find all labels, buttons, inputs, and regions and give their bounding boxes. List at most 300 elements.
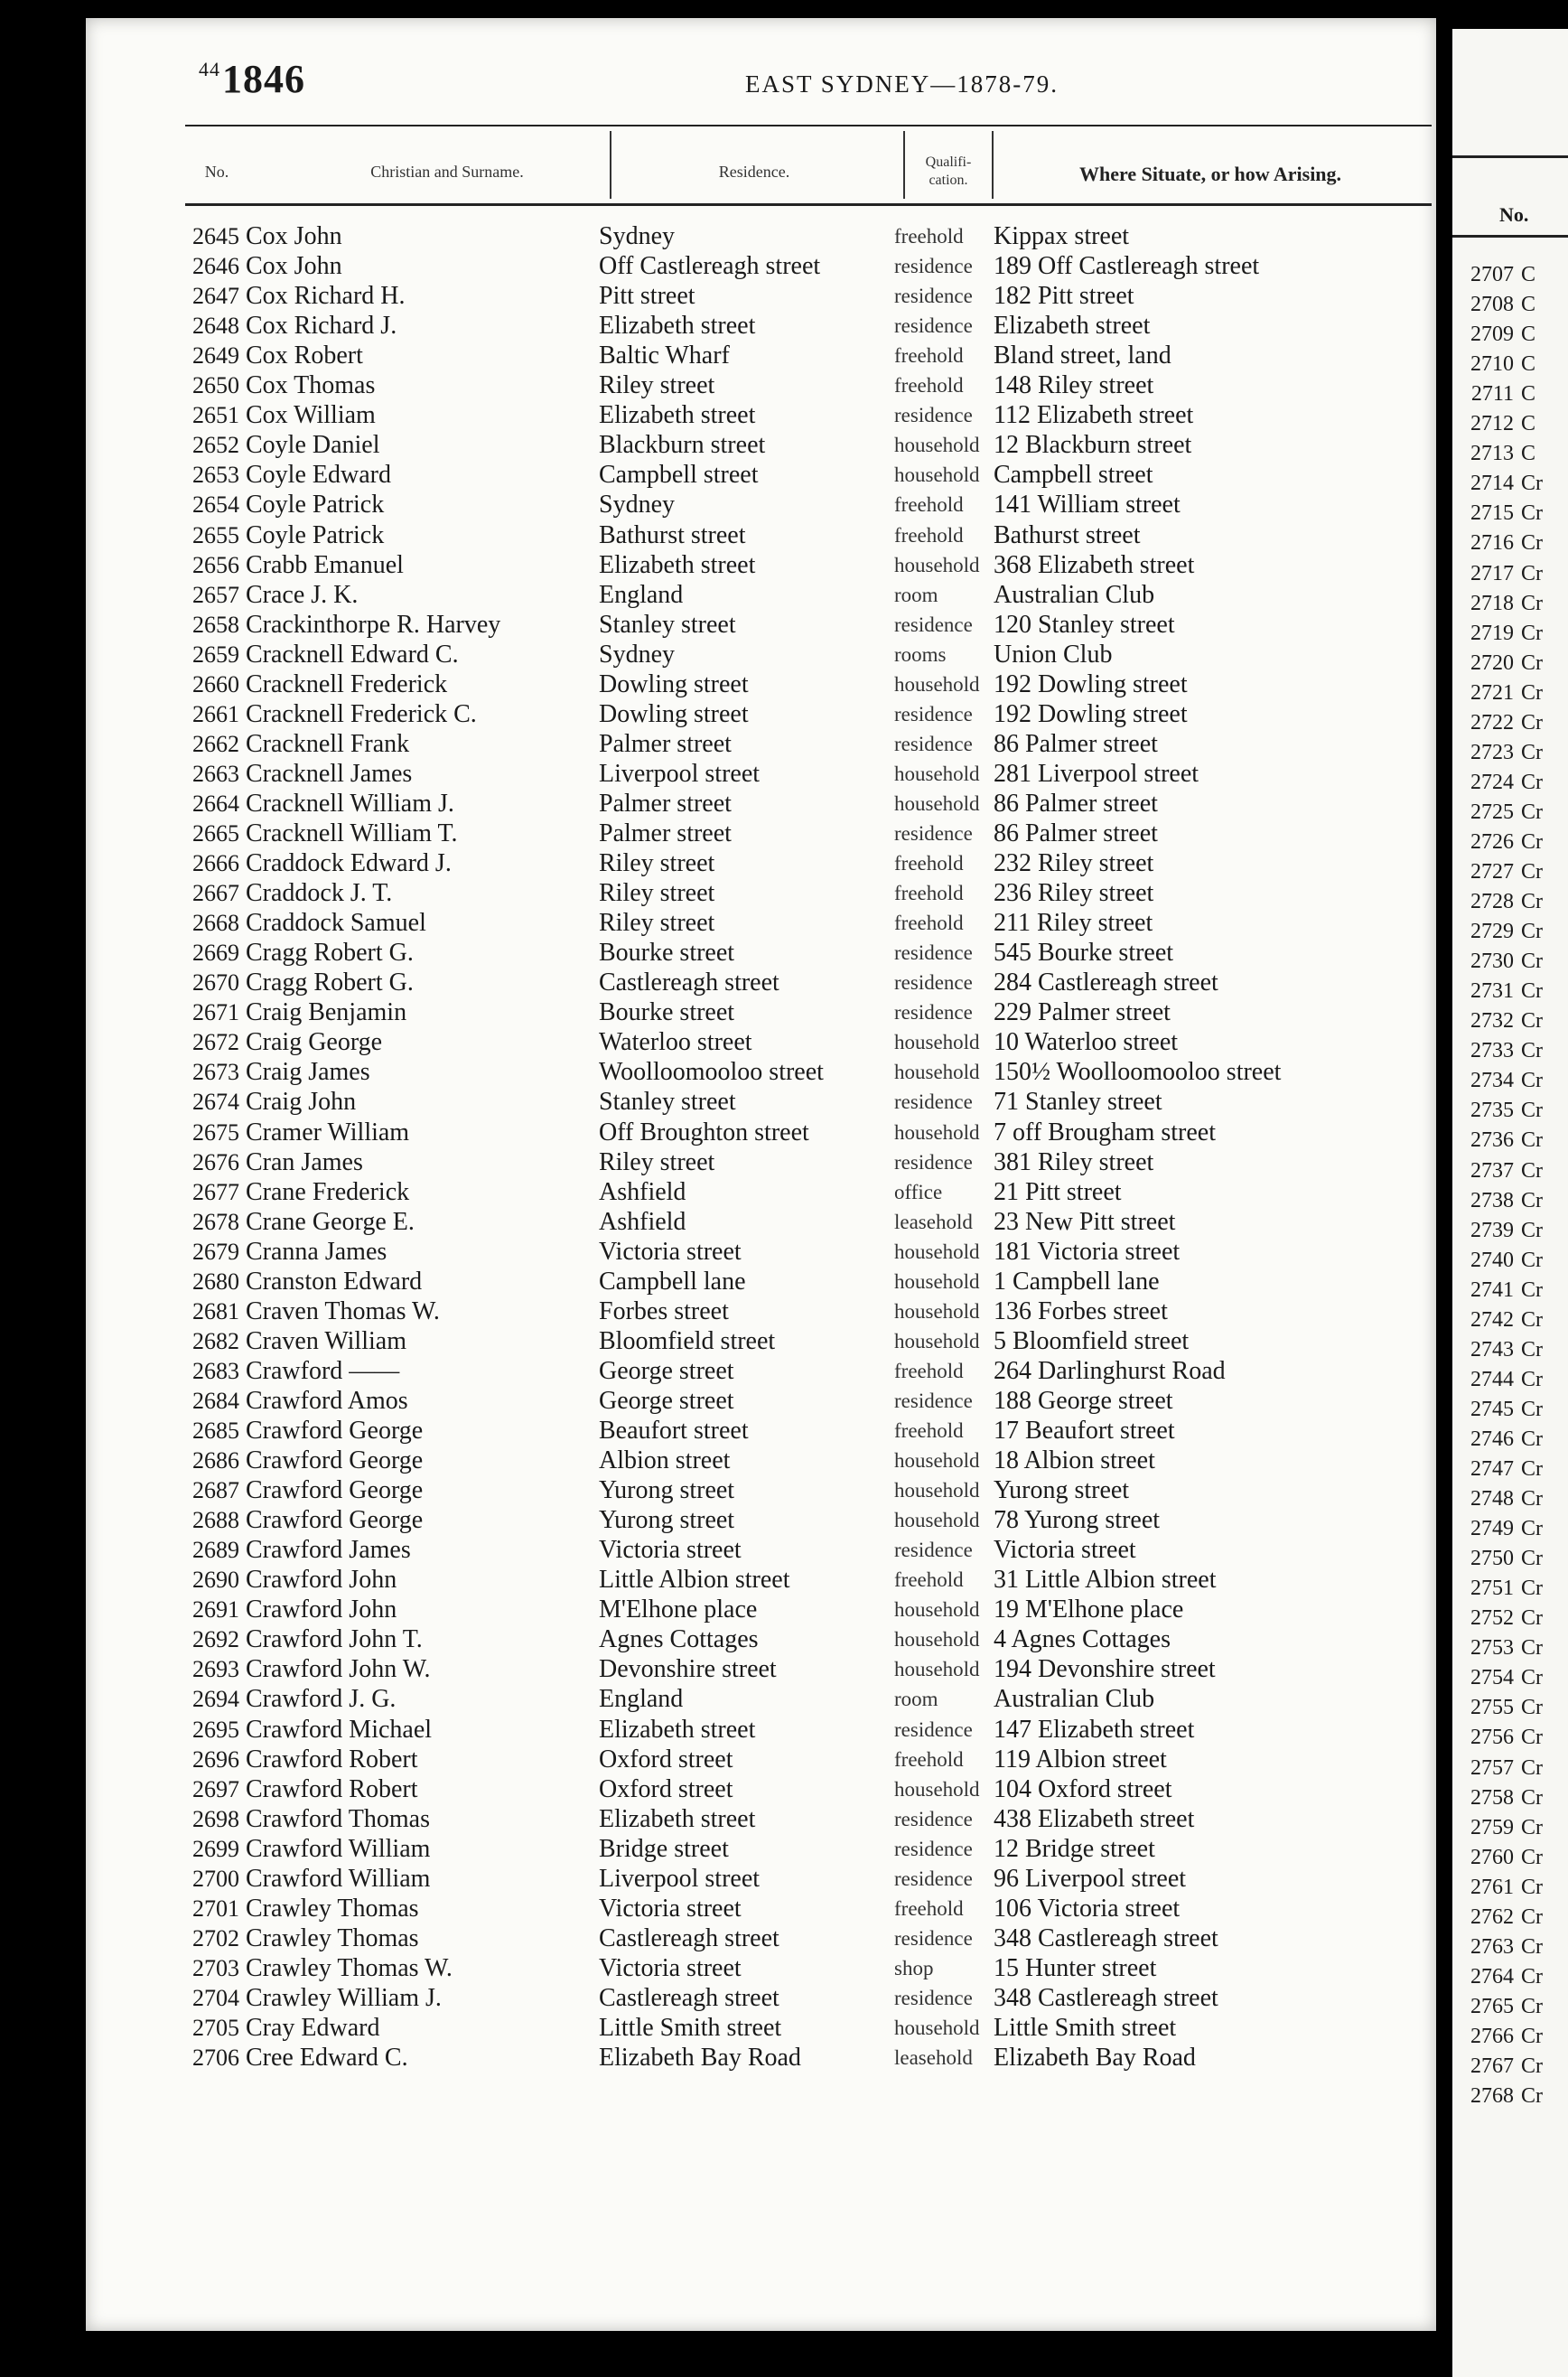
entry-residence: Elizabeth street [599,312,756,341]
next-page-entry-name-fragment: Cr [1521,1785,1543,1810]
entry-qualification: residence [894,822,973,845]
next-page-entry-number: 2709 [1470,323,1514,347]
entry-qualification: household [894,463,980,487]
table-row [86,1296,1436,1326]
entry-name: Coyle Daniel [246,431,380,460]
entry-where: 23 New Pitt street [994,1207,1176,1236]
entry-name: Crawley Thomas [246,1923,419,1952]
entry-residence: Devonshire street [599,1655,777,1684]
entry-number: 2695 [192,1716,239,1743]
next-page-entry-name-fragment: Cr [1521,1755,1543,1780]
next-page-entry-name-fragment: C [1521,263,1536,286]
next-page-entry-name-fragment: Cr [1521,800,1543,824]
entry-residence: Stanley street [599,1088,736,1117]
table-row [86,1595,1436,1624]
next-page-entry-number: 2711 [1470,382,1514,407]
next-page-entry-name-fragment: Cr [1521,1606,1543,1631]
table-row [86,460,1436,490]
entry-qualification: household [894,1509,980,1532]
table-row [86,1326,1436,1356]
next-page-entry-name-fragment: Cr [1521,1277,1543,1302]
next-page-entry-number: 2749 [1470,1517,1514,1541]
entry-number: 2652 [192,432,239,459]
next-page-row [1452,678,1543,708]
next-page-entry-name-fragment: Cr [1521,1636,1543,1661]
entry-where: 96 Liverpool street [994,1864,1187,1893]
next-page-entry-name-fragment: Cr [1521,860,1543,884]
next-page-entry-number: 2751 [1470,1577,1514,1601]
next-page-edge [1452,29,1568,2377]
column-header-name: Christian and Surname. [370,163,524,181]
entry-where: 236 Riley street [994,879,1154,908]
entry-number: 2661 [192,700,239,727]
entry-name: Crawford Robert [246,1745,418,1773]
next-page-row [1452,1186,1543,1216]
entry-number: 2681 [192,1297,239,1324]
entry-where: 188 George street [994,1386,1173,1415]
entry-name: Cray Edward [246,2014,380,2042]
table-row [86,1654,1436,1684]
next-page-entry-name-fragment: Cr [1521,1964,1543,1989]
next-page-entry-name-fragment: C [1521,323,1536,347]
table-row [86,580,1436,610]
next-page-entry-number: 2762 [1470,1904,1514,1929]
next-page-entry-number: 2758 [1470,1785,1514,1810]
entry-residence: Sydney [599,491,675,519]
entry-qualification: household [894,1777,980,1801]
entry-qualification: residence [894,1539,973,1562]
entry-where: Bathurst street [994,520,1141,549]
entry-number: 2656 [192,551,239,578]
entry-residence: Off Castlereagh street [599,252,821,281]
entry-name: Craig James [246,1058,370,1087]
entry-qualification: room [894,1688,938,1711]
next-page-entry-number: 2713 [1470,442,1514,466]
entry-name: Craig George [246,1028,383,1057]
next-page-row [1452,1514,1543,1544]
table-row [86,759,1436,789]
entry-name: Cragg Robert G. [246,939,414,968]
next-page-row [1452,1455,1543,1484]
next-page-row [1452,1484,1543,1514]
entry-where: 86 Palmer street [994,819,1158,847]
entry-residence: Elizabeth street [599,1804,756,1833]
entry-name: Crawford George [246,1446,424,1475]
entry-name: Crawley William J. [246,1983,442,2012]
next-page-row [1452,798,1543,828]
entry-number: 2675 [192,1118,239,1146]
table-row [86,1804,1436,1834]
entry-number: 2668 [192,910,239,937]
entry-qualification: household [894,1031,980,1054]
next-page-entry-name-fragment: Cr [1521,829,1543,854]
entry-where: 348 Castlereagh street [994,1983,1218,2012]
entry-number: 2679 [192,1238,239,1265]
entry-residence: George street [599,1356,734,1385]
next-page-entry-name-fragment: Cr [1521,740,1543,764]
entry-where: 189 Off Castlereagh street [994,252,1260,281]
table-row [86,400,1436,430]
entry-number: 2662 [192,730,239,757]
entry-number: 2653 [192,462,239,489]
next-page-entry-number: 2723 [1470,740,1514,764]
next-page-entry-name-fragment: Cr [1521,1547,1543,1571]
next-page-entry-number: 2722 [1470,710,1514,735]
next-page-row [1452,947,1543,977]
entry-number: 2682 [192,1327,239,1354]
entry-where: 348 Castlereagh street [994,1923,1218,1952]
entry-residence: England [599,1685,684,1714]
entry-name: Craig Benjamin [246,998,407,1027]
entry-where: 10 Waterloo street [994,1028,1179,1057]
entry-number: 2692 [192,1626,239,1653]
next-page-entry-name-fragment: C [1521,293,1536,317]
entry-residence: Elizabeth street [599,401,756,430]
entry-number: 2654 [192,491,239,519]
entry-qualification: residence [894,1837,973,1860]
entry-where: 281 Liverpool street [994,759,1199,788]
entry-name: Craven William [246,1326,406,1355]
entry-where: 5 Bloomfield street [994,1326,1190,1355]
next-page-row [1452,1006,1543,1036]
table-row [86,1505,1436,1535]
next-page-entry-number: 2742 [1470,1307,1514,1332]
entry-where: 438 Elizabeth street [994,1804,1195,1833]
next-page-entry-name-fragment: Cr [1521,2024,1543,2048]
next-page-entry-name-fragment: Cr [1521,1248,1543,1272]
entry-qualification: household [894,762,980,785]
entry-where: 12 Blackburn street [994,431,1192,460]
next-page-entry-number: 2736 [1470,1128,1514,1153]
entry-qualification: residence [894,404,973,427]
entry-qualification: freehold [894,1568,964,1592]
entry-name: Cox Richard J. [246,312,397,341]
next-page-entry-name-fragment: Cr [1521,1875,1543,1899]
table-row [86,1118,1436,1147]
next-page-entry-number: 2733 [1470,1039,1514,1063]
entry-where: 19 M'Elhone place [994,1596,1184,1624]
entry-where: Union Club [994,640,1113,669]
entry-number: 2655 [192,521,239,548]
entry-residence: Liverpool street [599,1864,761,1893]
entry-qualification: freehold [894,225,964,248]
entry-residence: Bloomfield street [599,1326,776,1355]
next-page-row [1452,290,1535,320]
next-page-entry-name-fragment: C [1521,412,1536,436]
next-page-entry-number: 2757 [1470,1755,1514,1780]
entry-qualification: leasehold [894,1210,973,1233]
next-page-entry-number: 2715 [1470,501,1514,526]
table-row [86,311,1436,341]
entry-where: 86 Palmer street [994,789,1158,818]
next-page-row [1452,828,1543,857]
entry-where: 147 Elizabeth street [994,1715,1195,1744]
entry-name: Craig John [246,1088,357,1117]
entry-name: Cracknell Frank [246,729,410,758]
entry-number: 2667 [192,880,239,907]
next-page-row [1452,1754,1543,1783]
entry-residence: Castlereagh street [599,1983,779,2012]
table-row [86,848,1436,878]
page-number [199,56,305,102]
next-page-row [1452,559,1543,589]
entry-residence: Riley street [599,909,715,938]
entry-qualification: shop [894,1956,934,1979]
table-row [86,1684,1436,1714]
entry-residence: Dowling street [599,699,749,728]
next-page-entry-name-fragment: Cr [1521,1009,1543,1034]
table-row [86,1087,1436,1117]
next-page-entry-number: 2747 [1470,1457,1514,1481]
next-page-entry-number: 2712 [1470,412,1514,436]
entry-name: Craven Thomas W. [246,1296,440,1325]
entry-number: 2685 [192,1418,239,1444]
entry-qualification: freehold [894,1419,964,1442]
entry-number: 2647 [192,283,239,310]
next-page-row [1452,1813,1543,1843]
table-row [86,819,1436,848]
next-page-row [1452,1544,1543,1574]
entry-qualification: household [894,1628,980,1652]
entry-qualification: residence [894,1867,973,1890]
next-page-entry-name-fragment: Cr [1521,1039,1543,1063]
entry-name: Crace J. K. [246,580,359,609]
entry-qualification: household [894,1449,980,1473]
next-page-row [1452,350,1535,379]
entry-where: Bland street, land [994,342,1171,370]
entry-name: Crawford Michael [246,1715,433,1744]
table-row [86,1057,1436,1087]
entry-qualification: freehold [894,852,964,875]
table-row [86,1624,1436,1654]
entry-where: 545 Bourke street [994,939,1174,968]
next-page-entry-name-fragment: Cr [1521,920,1543,944]
table-row [86,1237,1436,1267]
next-page-row [1452,1246,1543,1276]
entry-qualification: household [894,1329,980,1352]
next-page-entry-number: 2737 [1470,1158,1514,1183]
entry-where: 18 Albion street [994,1446,1155,1475]
next-page-entry-number: 2717 [1470,561,1514,585]
entry-number: 2671 [192,999,239,1026]
entry-qualification: household [894,1269,980,1293]
next-page-entry-number: 2761 [1470,1875,1514,1899]
next-page-entry-number: 2731 [1470,979,1514,1004]
entry-where: 194 Devonshire street [994,1655,1216,1684]
next-page-row [1452,439,1535,469]
entry-where: 112 Elizabeth street [994,401,1194,430]
entry-where: 141 William street [994,491,1181,519]
table-row [86,2013,1436,2043]
entry-qualification: household [894,434,980,457]
entry-where: 211 Riley street [994,909,1153,938]
next-page-entry-name-fragment: Cr [1521,1128,1543,1153]
entry-residence: Victoria street [599,1953,742,1982]
next-page-entry-name-fragment: Cr [1521,1726,1543,1750]
next-page-entry-name-fragment: Cr [1521,650,1543,675]
entry-number: 2700 [192,1865,239,1892]
next-page-row [1452,1783,1543,1813]
entry-name: Crawford —— [246,1356,400,1385]
next-page-header-rule [1452,235,1568,238]
entry-number: 2660 [192,670,239,697]
entry-number: 2697 [192,1775,239,1802]
entry-name: Crackinthorpe R. Harvey [246,610,501,639]
table-row [86,1834,1436,1864]
entry-residence: Bathurst street [599,520,746,549]
next-page-entry-name-fragment: Cr [1521,770,1543,794]
entry-number: 2659 [192,641,239,668]
entry-name: Cox Richard H. [246,282,406,311]
entry-residence: Victoria street [599,1237,742,1266]
entry-qualification: residence [894,314,973,338]
next-page-row [1452,768,1543,798]
next-page-row [1452,977,1543,1006]
entry-name: Craddock J. T. [246,879,393,908]
entry-where: 31 Little Albion street [994,1566,1217,1595]
next-page-row [1452,1962,1543,1992]
entry-number: 2645 [192,223,239,249]
next-page-entry-number: 2756 [1470,1726,1514,1750]
next-page-entry-number: 2768 [1470,2084,1514,2109]
entry-qualification: household [894,1658,980,1681]
column-header-residence: Residence. [718,163,790,181]
entry-where: 232 Riley street [994,849,1154,878]
entry-qualification: freehold [894,374,964,398]
entry-number: 2649 [192,342,239,370]
entry-name: Cox Thomas [246,371,376,400]
entry-number: 2703 [192,1954,239,1981]
entry-residence: Campbell lane [599,1267,746,1296]
next-page-row [1452,1126,1543,1156]
table-row [86,490,1436,519]
next-page-entry-number: 2743 [1470,1337,1514,1362]
entry-name: Craddock Edward J. [246,849,452,878]
entry-number: 2657 [192,581,239,608]
entry-residence: Riley street [599,849,715,878]
next-page-entry-name-fragment: Cr [1521,1218,1543,1242]
entry-where: 284 Castlereagh street [994,969,1218,997]
next-page-entry-name-fragment: Cr [1521,680,1543,705]
next-page-row [1452,857,1543,887]
next-page-entry-number: 2752 [1470,1606,1514,1631]
entry-name: Cramer William [246,1118,410,1146]
entry-name: Cox John [246,222,342,250]
next-page-row [1452,1663,1543,1693]
entry-qualification: freehold [894,912,964,935]
table-row [86,1983,1436,2013]
next-page-row [1452,409,1535,439]
entry-name: Cracknell Frederick [246,669,448,698]
entry-where: 17 Beaufort street [994,1417,1175,1445]
entry-qualification: freehold [894,493,964,517]
next-page-entry-name-fragment: Cr [1521,1307,1543,1332]
entry-where: 21 Pitt street [994,1177,1122,1206]
entry-number: 2672 [192,1029,239,1056]
entry-qualification: household [894,1479,980,1502]
entry-name: Cracknell James [246,759,413,788]
entry-residence: Victoria street [599,1536,742,1565]
entry-qualification: rooms [894,642,947,666]
entry-number: 2663 [192,760,239,787]
next-page-row [1452,917,1543,947]
next-page-entry-number: 2710 [1470,352,1514,377]
entry-name: Crawford George [246,1506,424,1535]
entry-number: 2650 [192,372,239,399]
next-page-entry-name-fragment: C [1521,442,1536,466]
entry-where: 120 Stanley street [994,610,1175,639]
entry-number: 2705 [192,2015,239,2041]
entry-where: 7 off Brougham street [994,1118,1216,1146]
next-page-entry-name-fragment: Cr [1521,950,1543,974]
table-row [86,341,1436,370]
column-header-where: Where Situate, or how Arising. [1078,163,1342,185]
table-row [86,1475,1436,1505]
table-row [86,1864,1436,1894]
entry-residence: Riley street [599,371,715,400]
next-page-row [1452,738,1543,768]
table-row [86,1147,1436,1177]
entry-residence: M'Elhone place [599,1596,758,1624]
table-row [86,1386,1436,1416]
next-page-entry-number: 2728 [1470,890,1514,914]
next-page-entry-number: 2708 [1470,293,1514,317]
entry-residence: Campbell street [599,461,759,490]
entry-number: 2691 [192,1596,239,1624]
next-page-row [1452,1335,1543,1365]
entry-number: 2686 [192,1447,239,1474]
next-page-entry-number: 2744 [1470,1367,1514,1391]
column-header-no: No. [204,163,229,181]
entry-qualification: room [894,583,938,606]
table-row [86,968,1436,997]
entry-residence: Agnes Cottages [599,1625,759,1654]
entry-residence: Yurong street [599,1476,735,1505]
column-divider [992,131,994,199]
next-page-entry-number: 2760 [1470,1845,1514,1869]
next-page-entry-number: 2725 [1470,800,1514,824]
next-page-entry-number: 2763 [1470,1934,1514,1959]
entry-qualification: residence [894,255,973,278]
entry-residence: Castlereagh street [599,1923,779,1952]
next-page-entry-number: 2726 [1470,829,1514,854]
entry-name: Crane George E. [246,1207,415,1236]
entry-residence: Castlereagh street [599,969,779,997]
next-page-entry-number: 2724 [1470,770,1514,794]
next-page-entry-number: 2730 [1470,950,1514,974]
next-page-row [1452,1873,1543,1903]
table-row [86,1745,1436,1774]
entry-where: 181 Victoria street [994,1237,1181,1266]
entry-qualification: residence [894,702,973,725]
entry-number: 2677 [192,1178,239,1205]
next-page-row [1452,499,1543,529]
entry-name: Cracknell Frederick C. [246,699,477,728]
table-row [86,1207,1436,1237]
next-page-entry-number: 2734 [1470,1069,1514,1093]
entry-name: Crawford George [246,1417,424,1445]
next-page-entry-name-fragment: Cr [1521,1457,1543,1481]
next-page-entry-name-fragment: Cr [1521,1577,1543,1601]
column-header-qualification: Qualifi-cation. [925,154,972,188]
next-page-entry-number: 2767 [1470,2054,1514,2078]
entry-where: 148 Riley street [994,371,1154,400]
entry-name: Crane Frederick [246,1177,410,1206]
entry-residence: Palmer street [599,729,732,758]
entry-qualification: residence [894,613,973,636]
next-page-entry-name-fragment: Cr [1521,890,1543,914]
entry-where: 15 Hunter street [994,1953,1157,1982]
